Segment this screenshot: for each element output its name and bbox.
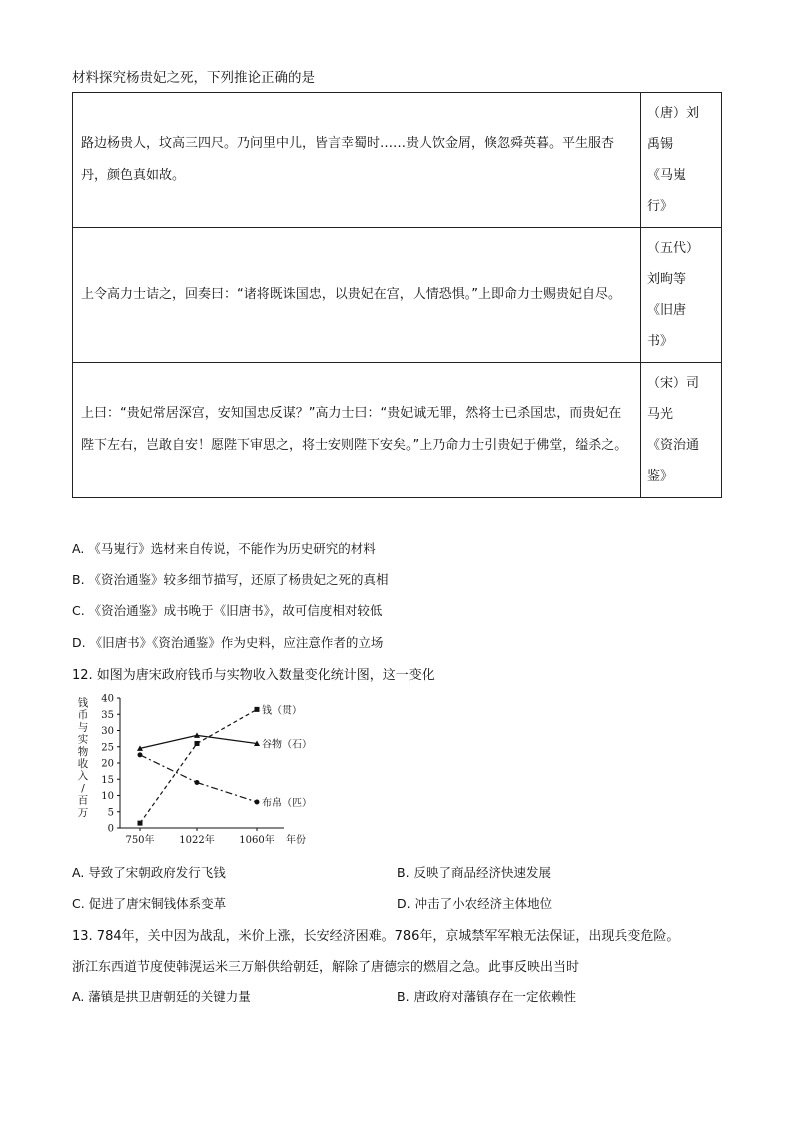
source-attribution: （宋）司 马光 《资治通 鉴》 [641,363,722,498]
series-segment [140,735,197,748]
y-axis-label-char: 实 [77,733,89,746]
y-tick-label: 40 [101,693,114,705]
y-tick-label: 35 [101,709,114,721]
y-axis-label-char: 与 [77,721,89,734]
source-text: 上令高力士诘之，回奏曰：“诸将既诛国忠，以贵妃在宫，人情恐惧。”上即命力士赐贵妃自尽。 [73,228,641,363]
question-11-stem: 材料探究杨贵妃之死，下列推论正确的是 [72,70,315,86]
x-tick-label: 1022年 [179,835,215,846]
y-axis-label-char: 万 [77,806,89,819]
source-attribution: （唐）刘 禹锡 《马嵬 行》 [641,93,722,228]
option-d[interactable]: D. 《旧唐书》《资治通鉴》作为史料，应注意作者的立场 [72,635,384,650]
q12-option-b[interactable]: B. 反映了商品经济快速发展 [397,865,552,880]
question-12-stem: 12. 如图为唐宋政府钱币与实物收入数量变化统计图，这一变化 [72,668,435,683]
source-text: 路边杨贵人，坟高三四尺。乃问里中儿，皆言幸蜀时……贵人饮金屑，倏忽舜英暮。平生服杏丹，颜色真如故。 [73,93,641,228]
series-segment [197,783,257,803]
y-tick-label: 20 [101,758,114,770]
series-segment [197,735,257,743]
series-label: 布帛（匹） [262,798,312,809]
y-axis-label-char: 钱 [77,697,89,709]
question-13-stem-line2: 浙江东西道节度使韩滉运米三万斛供给朝廷，解除了唐德宗的燃眉之急。此事反映出当时 [72,960,580,975]
y-axis-label-char: / [81,782,85,795]
source-table [72,92,722,498]
series-segment [140,755,197,783]
q13-option-b[interactable]: B. 唐政府对藩镇存在一定依赖性 [397,989,577,1004]
data-point [138,752,143,757]
series-2 [138,752,313,809]
data-point [255,707,260,712]
q12-option-c[interactable]: C. 促进了唐宋铜钱体系变革 [72,896,227,911]
y-axis-label-char: 百 [77,794,89,807]
table-row [73,228,722,363]
q12-option-a[interactable]: A. 导致了宋朝政府发行飞钱 [72,865,226,880]
data-point [255,800,260,805]
y-axis-label-char: 入 [77,770,89,783]
y-tick-label: 10 [101,791,114,802]
option-c[interactable]: C. 《资治通鉴》成书晚于《旧唐书》，故可信度相对较低 [72,603,383,618]
income-line-chart [72,690,312,850]
data-point [195,780,200,785]
option-a[interactable]: A. 《马嵬行》选材来自传说，不能作为历史研究的材料 [72,541,376,556]
option-b[interactable]: B. 《资治通鉴》较多细节描写，还原了杨贵妃之死的真相 [72,572,389,587]
series-segment [197,709,257,743]
series-label: 钱（贯） [262,705,302,717]
y-axis-label-char: 收 [77,758,89,770]
chart-axes [101,694,306,847]
y-tick-label: 5 [107,807,114,819]
source-text: 上曰：“贵妃常居深宫，安知国忠反谋？”高力士曰：“贵妃诚无罪，然将士已杀国忠，而贵妃在陛下左右，岂敢自安！愿陛下审思之，将士安则陛下安矣。”上乃命力士引贵妃于佛堂，缢杀之。 [73,363,641,498]
q13-option-a[interactable]: A. 藩镇是拱卫唐朝廷的关键力量 [72,989,251,1004]
table-row [73,363,722,498]
data-point [138,821,143,826]
q12-option-d[interactable]: D. 冲击了小农经济主体地位 [397,896,553,911]
question-13-stem-line1: 13. 784年，关中因为战乱，米价上涨，长安经济困难。786年，京城禁军军粮无法保证，出现兵变危险。 [72,929,680,944]
y-tick-label: 25 [101,742,114,754]
source-attribution: （五代） 刘昫等 《旧唐 书》 [641,228,722,363]
y-tick-label: 15 [101,774,114,786]
x-tick-label: 750年 [125,835,155,846]
series-label: 谷物（石） [262,739,312,751]
y-tick-label: 30 [101,726,114,737]
y-tick-label: 0 [107,823,114,835]
series-segment [140,744,197,824]
data-point [195,741,200,746]
x-axis-unit: 年份 [286,835,306,846]
series-1 [137,732,312,751]
y-axis-label-char: 物 [77,745,89,758]
x-tick-label: 1060年 [239,835,275,846]
y-axis-label-char: 币 [77,709,89,722]
y-axis-label [78,696,89,819]
chart-series [137,703,312,825]
chart-svg [72,690,312,850]
table-row [73,93,722,228]
